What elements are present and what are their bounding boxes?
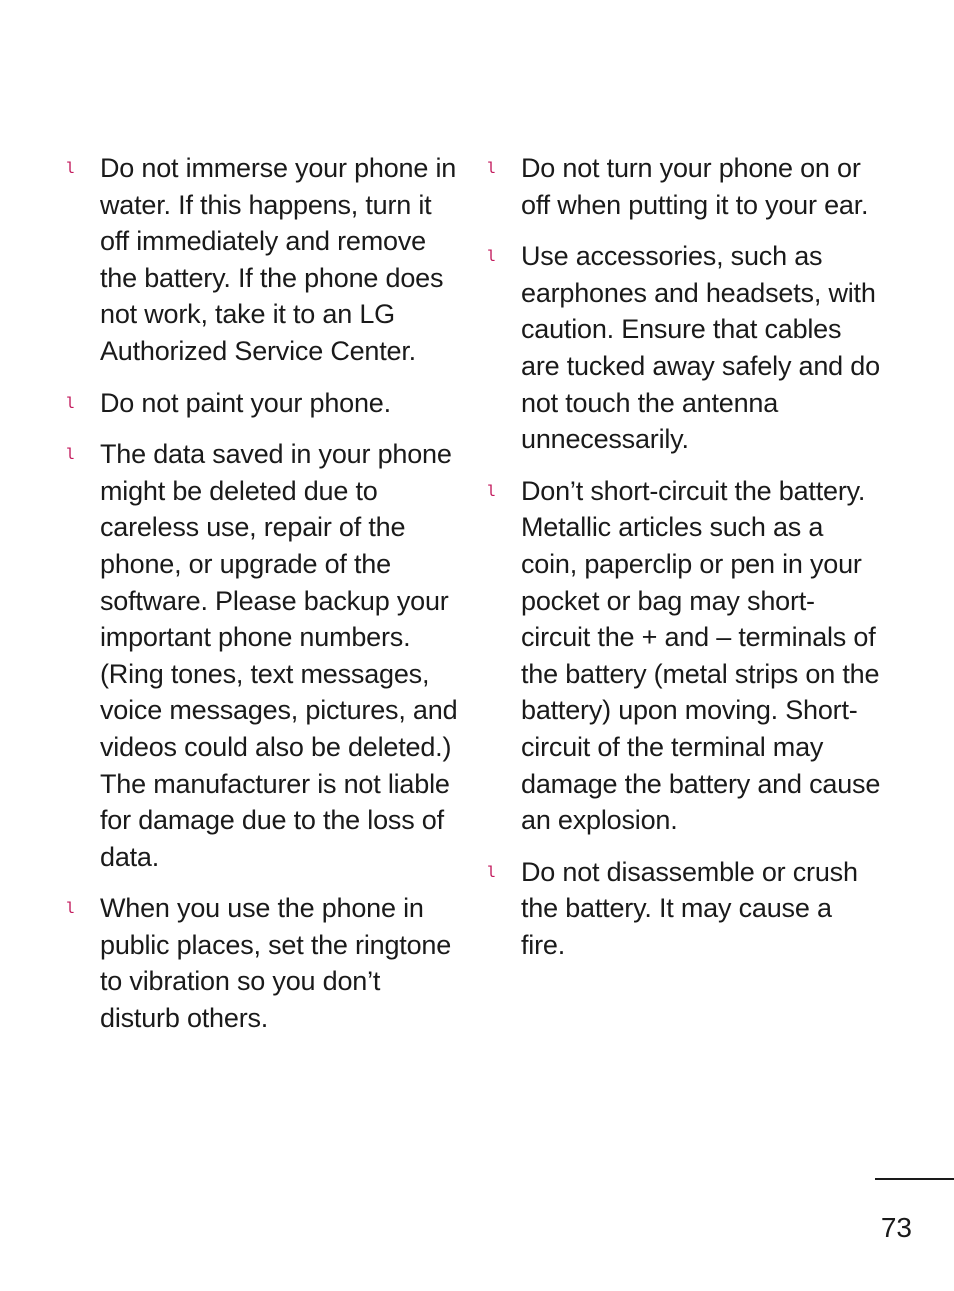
list-item-text: When you use the phone in public places, set the ringtone to vibration so you don’t disturb others. xyxy=(100,893,452,1034)
list-item xyxy=(66,150,462,370)
list-item xyxy=(487,238,883,458)
list-item-text: Do not turn your phone on or off when putting it to your ear. xyxy=(521,153,869,220)
list-item xyxy=(487,150,883,223)
bullet-icon: l xyxy=(487,247,496,266)
list-item xyxy=(487,473,883,839)
list-item-text: Don’t short-circuit the battery. Metallic articles such as a coin, paperclip or pen in your pocket or bag may short-circuit the + and – terminals of the battery (metal strips on the battery) upon moving. Short-circuit of the terminal may damage the battery and cause an explosion. xyxy=(521,475,881,836)
footer-rule xyxy=(875,1178,954,1180)
list-item-text: Do not immerse your phone in water. If this happens, turn it off immediately and remove the battery. If the phone does not work, take it to an LG Authorized Service Center. xyxy=(100,153,457,366)
bullet-icon: l xyxy=(487,159,496,177)
list-item-text: Use accessories, such as earphones and headsets, with caution. Ensure that cables are tucked away safely and do not touch the antenna unnecessarily. xyxy=(521,241,880,455)
list-item xyxy=(66,436,462,875)
list-item-text: Do not paint your phone. xyxy=(100,387,391,418)
list-item xyxy=(66,385,462,422)
bullet-icon: l xyxy=(66,159,75,177)
bullet-icon: l xyxy=(487,481,496,500)
bullet-icon: l xyxy=(66,899,75,918)
page-number: 73 xyxy=(880,1212,912,1243)
right-column xyxy=(487,150,883,978)
bullet-icon: l xyxy=(487,862,496,881)
list-item xyxy=(66,890,462,1036)
list-item-text: Do not disassemble or crush the battery. It may cause a fire. xyxy=(521,856,858,960)
left-column xyxy=(66,150,462,1052)
list-item-text: The data saved in your phone might be deleted due to careless use, repair of the phone, or upgrade of the software. Please backup your important phone numbers. (Ring tones, text messages, voice messages, pictures, and videos could also be deleted.) The manufacturer is not liable for damage due to the loss of data. xyxy=(100,439,458,872)
bullet-icon: l xyxy=(66,393,75,412)
bullet-icon: l xyxy=(66,445,75,464)
list-item xyxy=(487,854,883,964)
